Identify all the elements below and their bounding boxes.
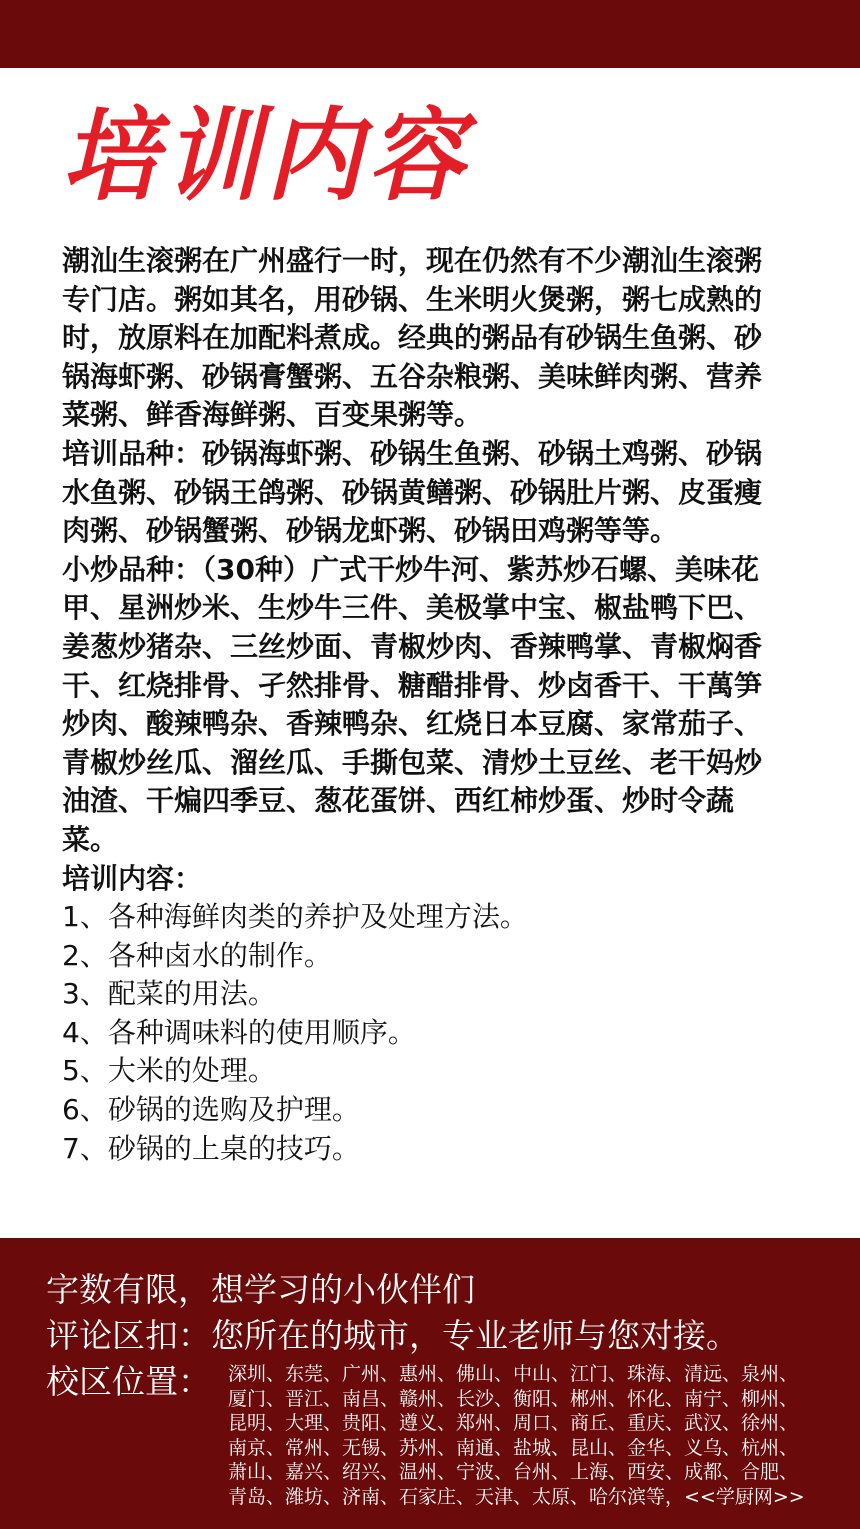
campus-line: 萧山、嘉兴、绍兴、温州、宁波、台州、上海、西安、成都、合肥、	[228, 1461, 799, 1483]
list-item: 4、各种调味料的使用顺序。	[62, 1015, 416, 1049]
varieties-paragraph: 培训品种：砂锅海虾粥、砂锅生鱼粥、砂锅土鸡粥、砂锅水鱼粥、砂锅王鸽粥、砂锅黄鳝粥、砂锅肚片粥、皮蛋瘦肉粥、砂锅蟹粥、砂锅龙虾粥、砂锅田鸡粥等等。	[62, 436, 763, 548]
stir-fry-paragraph: 小炒品种：（30种）广式干炒牛河、紫苏炒石螺、美味花甲、星洲炒米、生炒牛三件、美极掌中宝、椒盐鸭下巴、姜葱炒猪杂、三丝炒面、青椒炒肉、香辣鸭掌、青椒焖香干、红烧排骨、孑然排骨、糖醋排骨、炒卤香干、干萬笋炒肉、酸辣鸭杂、香辣鸭杂、红烧日本豆腐、家常茄子、青椒炒丝瓜、溜丝瓜、手撕包菜、清炒土豆丝、老干妈炒油渣、干煸四季豆、葱花蛋饼、西红柿炒蛋、炒时令蔬菜。	[62, 552, 763, 856]
campus-line: 厦门、晋江、南昌、赣州、长沙、衡阳、郴州、怀化、南宁、柳州、	[228, 1387, 799, 1410]
campus-line: 昆明、大理、贵阳、遵义、郑州、周口、商丘、重庆、武汉、徐州、	[228, 1412, 799, 1434]
content-heading: 培训内容：	[62, 861, 203, 895]
content-list	[62, 898, 782, 1168]
campus-line: 深圳、东莞、广州、惠州、佛山、中山、江门、珠海、清远、泉州、	[228, 1363, 799, 1385]
list-item: 7、砂锅的上桌的技巧。	[62, 1131, 360, 1165]
list-item: 1、各种海鲜肉类的养护及处理方法。	[62, 900, 528, 934]
campus-list	[228, 1362, 828, 1509]
list-item: 3、配菜的用法。	[62, 977, 276, 1011]
page-title: 培训内容	[62, 97, 470, 215]
campus-line: 南京、常州、无锡、苏州、南通、盐城、昆山、金华、义乌、杭州、	[228, 1436, 799, 1459]
footer-line-2: 评论区扣：您所在的城市，专业老师与您对接。	[46, 1316, 739, 1355]
intro-paragraph: 潮汕生滚粥在广州盛行一时，现在仍然有不少潮汕生滚粥专门店。粥如其名，用砂锅、生米明火煲粥，粥七成熟的时，放原料在加配料煮成。经典的粥品有砂锅生鱼粥、砂锅海虾粥、砂锅膏蟹粥、五谷杂粮粥、美味鲜肉粥、营养菜粥、鲜香海鲜粥、百变果粥等。	[62, 244, 763, 432]
footer-panel	[0, 1238, 860, 1529]
list-item: 2、各种卤水的制作。	[62, 938, 332, 972]
article-body	[62, 242, 782, 1168]
footer-line-1: 字数有限，想学习的小伙伴们	[46, 1270, 475, 1309]
campus-label: 校区位置：	[46, 1362, 211, 1401]
list-item: 6、砂锅的选购及护理。	[62, 1093, 360, 1127]
campus-line: 青岛、潍坊、济南、石家庄、天津、太原、哈尔滨等，<<学厨网>>	[228, 1485, 805, 1508]
list-item: 5、大米的处理。	[62, 1054, 276, 1088]
top-banner	[0, 0, 860, 68]
